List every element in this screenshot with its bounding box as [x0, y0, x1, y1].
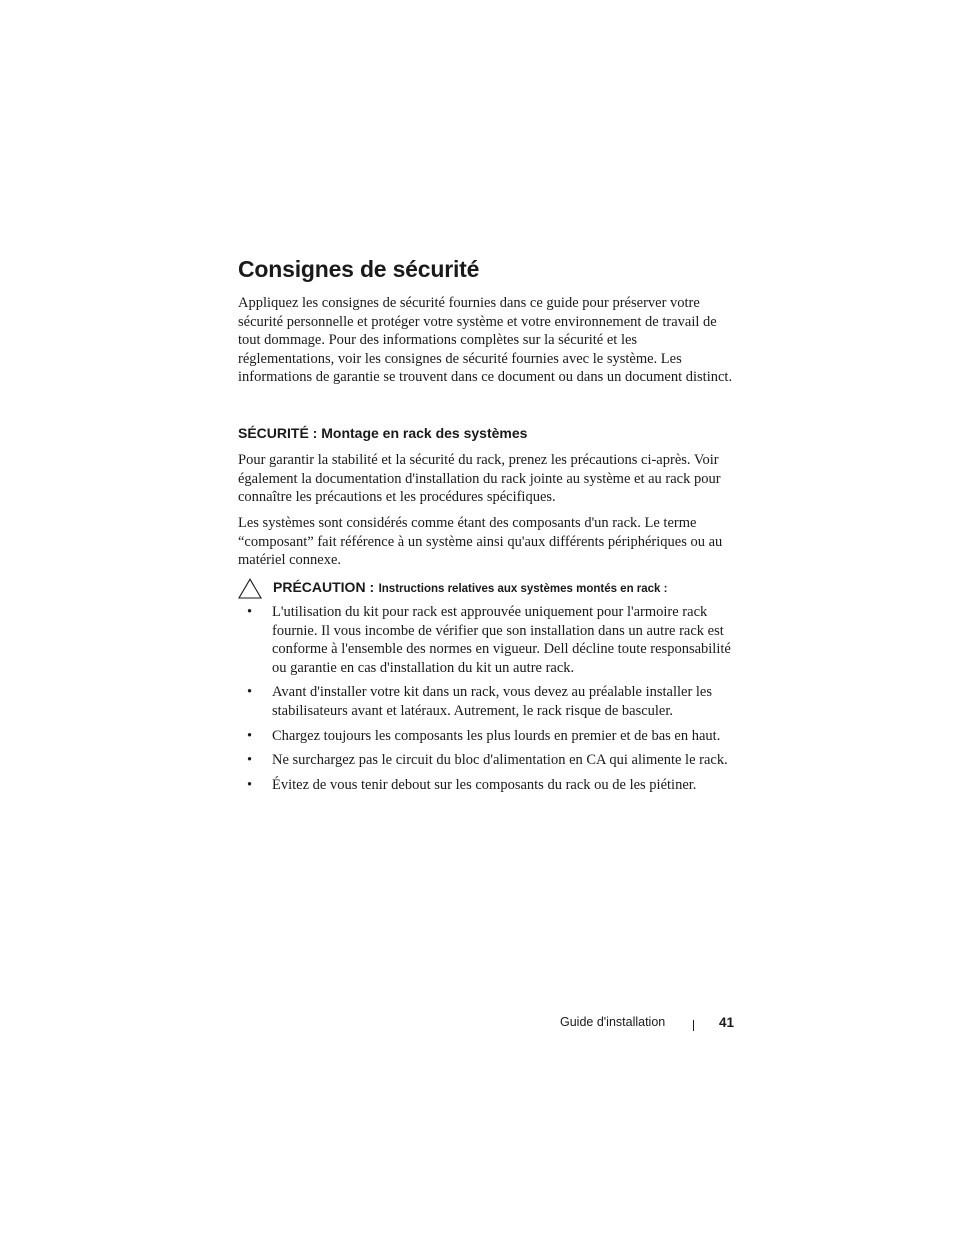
list-item-text: Ne surchargez pas le circuit du bloc d'alimentation en CA qui alimente le rack.	[272, 752, 728, 769]
section-title: SÉCURITÉ : Montage en rack des systèmes	[238, 425, 528, 441]
page-title: Consignes de sécurité	[238, 256, 480, 282]
bullet-mark: •	[247, 752, 253, 769]
list-item	[238, 727, 736, 746]
caution-bullet-list	[238, 603, 736, 800]
footer-title: Guide d'installation	[560, 1015, 666, 1029]
list-item	[238, 683, 736, 720]
bullet-mark: •	[247, 776, 253, 793]
caution-text	[273, 579, 667, 597]
bullet-mark: •	[247, 684, 253, 701]
page-number: 41	[719, 1015, 735, 1030]
intro-paragraph: Appliquez les consignes de sécurité fournies dans ce guide pour préserver votre sécurité personnelle et protéger votre système et votre environnement de travail de tout dommage. Pour des informations complètes sur la sécurité et les réglementations, voir les consignes de sécurité fournies avec le système. Les informations de garantie se trouvent dans ce document ou dans un document distinct.	[238, 295, 733, 386]
section-paragraph-2: Les systèmes sont considérés comme étant des composants d'un rack. Le terme “composant” fait référence à un système ainsi qu'aux différents périphériques ou au matériel connexe.	[238, 515, 723, 569]
caution-note	[238, 578, 736, 600]
caution-label: PRÉCAUTION :	[273, 579, 375, 595]
list-item	[238, 776, 736, 795]
list-item-text: Avant d'installer votre kit dans un rack, vous devez au préalable installer les stabilisateurs avant et latéraux. Autrement, le rack risque de basculer.	[272, 684, 713, 719]
bullet-mark: •	[247, 727, 253, 744]
page-footer	[238, 1015, 736, 1035]
section-paragraph-1: Pour garantir la stabilité et la sécurité du rack, prenez les précautions ci-après. Voir également la documentation d'installation du rack jointe au système et au rack pour connaître les précautions et les procédures spécifiques.	[238, 452, 721, 506]
caution-description: Instructions relatives aux systèmes montés en rack :	[378, 583, 668, 595]
bullet-mark: •	[247, 604, 253, 620]
list-item-text: Évitez de vous tenir debout sur les composants du rack ou de les piétiner.	[272, 776, 697, 793]
list-item	[238, 603, 736, 677]
footer-separator	[693, 1020, 694, 1031]
list-item	[238, 751, 736, 770]
list-item-text: Chargez toujours les composants les plus lourds en premier et de bas en haut.	[272, 727, 721, 744]
list-item-text: L'utilisation du kit pour rack est approuvée uniquement pour l'armoire rack fournie. Il vous incombe de vérifier que son installation dans un autre rack est conforme à l'ensemble des normes en vigueur. Dell décline toute responsabilité ou garantie en cas d'installation du kit un autre rack.	[272, 604, 731, 676]
warning-triangle-icon	[238, 578, 262, 599]
